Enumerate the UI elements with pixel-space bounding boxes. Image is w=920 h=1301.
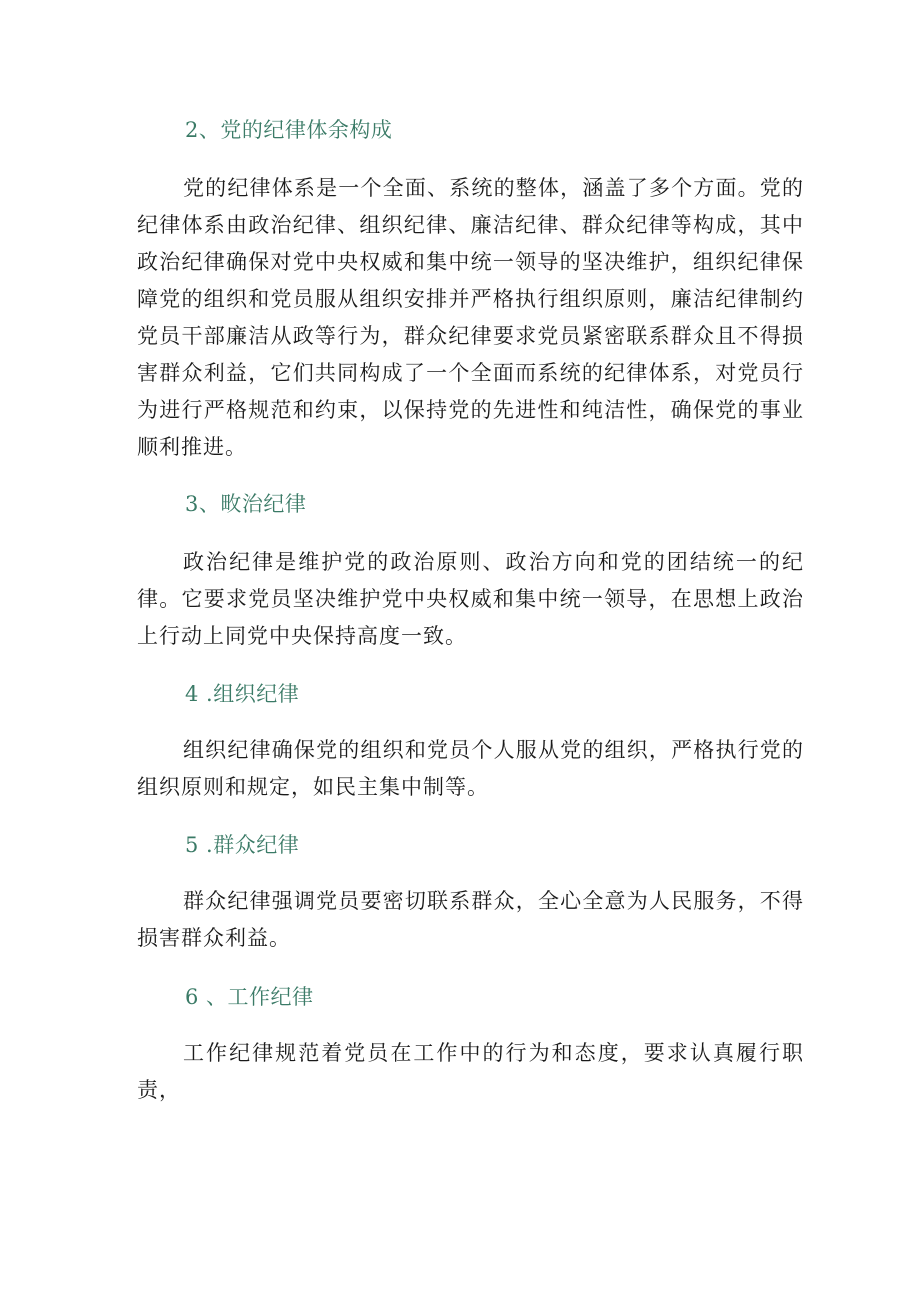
section-heading-4: 4 .组织纪律 xyxy=(185,682,300,706)
section-heading-3: 3、畋治纪律 xyxy=(185,492,307,516)
section-heading-5: 5 .群众纪律 xyxy=(185,833,300,857)
section-paragraph-6: 工作纪律规范着党员在工作中的行为和态度，要求认真履行职责， xyxy=(137,1041,804,1102)
section-heading-6: 6 、工作纪律 xyxy=(185,985,314,1009)
section-heading-2: 2、党的纪律体余构成 xyxy=(185,118,393,142)
section-paragraph-5: 群众纪律强调党员要密切联系群众，全心全意为人民服务，不得损害群众利益。 xyxy=(137,889,804,950)
section-paragraph-2: 党的纪律体系是一个全面、系统的整体，涵盖了多个方面。党的纪律体系由政治纪律、组织纪律、廉洁纪律、群众纪律等构成，其中政治纪律确保对党中央权威和集中统一领导的坚决维护，组织纪律保障党的组织和党员服从组织安排并严格执行组织原则，廉洁纪律制约党员干部廉洁从政等行为，群众纪律要求党员紧密联系群众且不得损害群众利益，它们共同构成了一个全面而系统的纪律体系，对党员行为进行严格规范和约束，以保持党的先进性和纯洁性，确保党的事业顺利推进。 xyxy=(137,176,804,459)
section-paragraph-4: 组织纪律确保党的组织和党员个人服从党的组织，严格执行党的组织原则和规定，如民主集中制等。 xyxy=(137,738,804,799)
section-paragraph-3: 政治纪律是维护党的政治原则、政治方向和党的团结统一的纪律。它要求党员坚决维护党中央权威和集中统一领导，在思想上政治上行动上同党中央保持高度一致。 xyxy=(137,550,804,648)
